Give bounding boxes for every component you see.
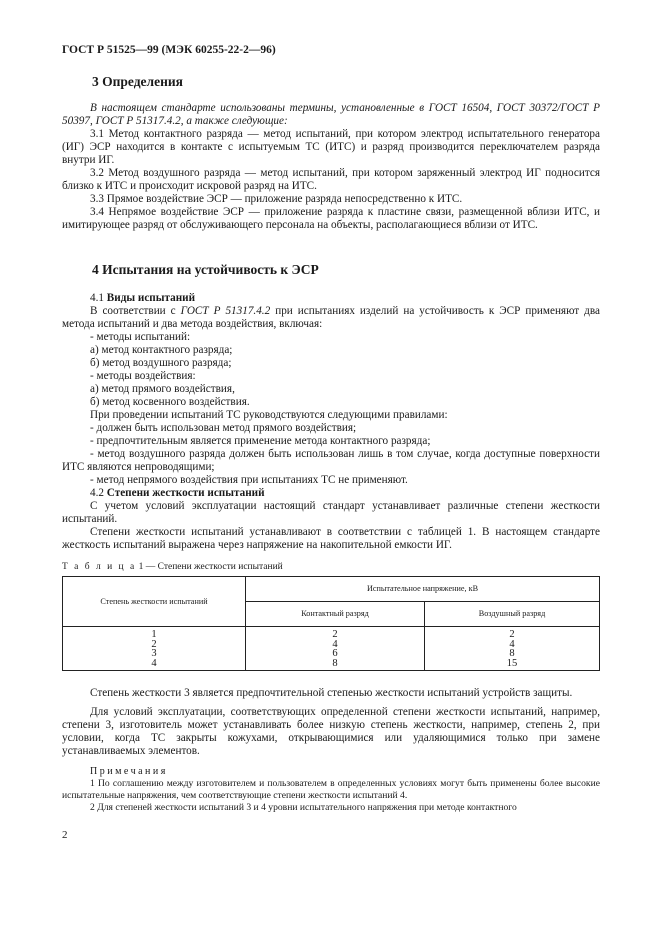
table-cell-level: 1: [63, 627, 246, 640]
methods-text-start: В соответствии с: [90, 305, 181, 317]
section-3-body: [62, 102, 600, 232]
subsection-4-2-heading: [62, 487, 600, 500]
note-2: 2 Для степеней жесткости испытаний 3 и 4 уровни испытательного напряжения при методе контактного: [90, 802, 517, 813]
methods-text-end: при испытаниях изделий на устойчивость к ЭСР применяют два метода испытаний и два метода воздействия, включая:: [62, 305, 600, 330]
notes-heading: Примечания: [90, 766, 168, 777]
rule-line: - должен быть использован метод прямого воздействия;: [90, 422, 357, 434]
preferred-level-paragraph: Степень жесткости 3 является предпочтительной степенью жесткости испытаний устройств защиты.: [90, 687, 573, 699]
method-line: - методы испытаний:: [90, 331, 191, 343]
table-cell-contact: 8: [246, 659, 425, 671]
method-line: а) метод контактного разряда;: [90, 344, 233, 356]
severity-table: [62, 576, 600, 671]
subsection-4-2-number: 4.2: [90, 487, 104, 499]
header-contact-discharge: Контактный разряд: [246, 602, 425, 627]
method-line: б) метод косвенного воздействия.: [90, 396, 250, 408]
page-number: 2: [62, 829, 68, 841]
section-3-heading: 3 Определения: [92, 74, 183, 89]
header-air-discharge: Воздушный разряд: [425, 602, 600, 627]
table-cell-contact: 2: [246, 627, 425, 640]
document-header: ГОСТ Р 51525—99 (МЭК 60255-22-2—96): [62, 44, 276, 56]
note-1: 1 По соглашению между изготовителем и пользователем в определенных условиях могут быть применены более высокие испытательные напряжения, чем соответствующие степени жесткости испытаний 4.: [62, 778, 600, 801]
operating-conditions-paragraph: Для условий эксплуатации, соответствующих определенной степени жесткости испытаний, например, степени 3, изготовитель может устанавливать более низкую степень жесткости, например, степень 2, при условии, когда ТС закрыты кожухами, открывающимися или удаляющимися только при замене устанавливаемых элементов.: [62, 706, 600, 757]
definition-3-4: 3.4 Непрямое воздействие ЭСР — приложение разряда к пластине связи, размещенной вблизи ИТС, и имитирующее разряд от обслуживающего персонала на объекты, располагающиеся вблизи от ИТС.: [62, 206, 600, 231]
table-cell-air: 15: [425, 659, 600, 671]
table-cell-air: 8: [425, 649, 600, 659]
header-test-voltage: Испытательное напряжение, кВ: [246, 577, 600, 602]
rule-line: - метод непрямого воздействия при испытаниях ТС не применяют.: [90, 474, 408, 486]
table-cell-air: 4: [425, 640, 600, 650]
table-cell-level: 4: [63, 659, 246, 671]
definition-3-2: 3.2 Метод воздушного разряда — метод испытаний, при котором заряженный электрод ИГ подносится близко к ИТС и происходит искровой разряд на ИТС.: [62, 167, 600, 192]
severity-paragraph: С учетом условий эксплуатации настоящий стандарт устанавливает различные степени жесткости испытаний.: [62, 500, 600, 525]
table-cell-contact: 4: [246, 640, 425, 650]
standard-reference: ГОСТ Р 51317.4.2: [180, 305, 271, 317]
section-4-body: [62, 292, 600, 552]
table-title: 1 — Степени жесткости испытаний: [136, 562, 283, 572]
header-severity-level: Степень жесткости испытаний: [63, 577, 246, 627]
definition-3-3: 3.3 Прямое воздействие ЭСР — приложение разряда непосредственно к ИТС.: [90, 193, 463, 205]
severity-table-reference: Степени жесткости испытаний устанавливают в соответствии с таблицей 1. В настоящем стандарте жесткость испытаний выражена через напряжение на накопительной емкости ИГ.: [62, 526, 600, 551]
table-cell-air: 2: [425, 627, 600, 640]
subsection-4-1-title: Виды испытаний: [106, 292, 196, 304]
methods-paragraph: [62, 305, 600, 331]
rule-line: - предпочтительным является применение метода контактного разряда;: [90, 435, 431, 447]
post-table-text: [62, 687, 600, 814]
table-cell-level: 2: [63, 640, 246, 650]
table-cell-contact: 6: [246, 649, 425, 659]
rules-intro: При проведении испытаний ТС руководствуются следующими правилами:: [90, 409, 448, 421]
rule-line: - метод воздушного разряда должен быть использован лишь в том случае, когда доступные поверхности ИТС являются непроводящими;: [62, 448, 600, 473]
subsection-4-1-number: 4.1: [90, 292, 104, 304]
method-line: б) метод воздушного разряда;: [90, 357, 232, 369]
subsection-4-1-heading: [62, 292, 600, 305]
table-label: Т а б л и ц а: [62, 562, 137, 572]
table-caption: [62, 561, 283, 574]
method-line: - методы воздействия:: [90, 370, 196, 382]
section-4-heading: 4 Испытания на устойчивость к ЭСР: [92, 262, 319, 277]
method-line: а) метод прямого воздействия,: [90, 383, 235, 395]
definition-3-1: 3.1 Метод контактного разряда — метод испытаний, при котором электрод испытательного генератора (ИГ) ЭСР находится в контакте с испытуемым ТС (ИТС) и разряд производится переключателем разряда внутри ИГ.: [62, 128, 600, 166]
subsection-4-2-title: Степени жесткости испытаний: [106, 487, 265, 499]
table-cell-level: 3: [63, 649, 246, 659]
definitions-intro: В настоящем стандарте использованы термины, установленные в ГОСТ 16504, ГОСТ 30372/ГОСТ Р 50397, ГОСТ Р 51317.4.2, а также следующие:: [62, 102, 600, 127]
